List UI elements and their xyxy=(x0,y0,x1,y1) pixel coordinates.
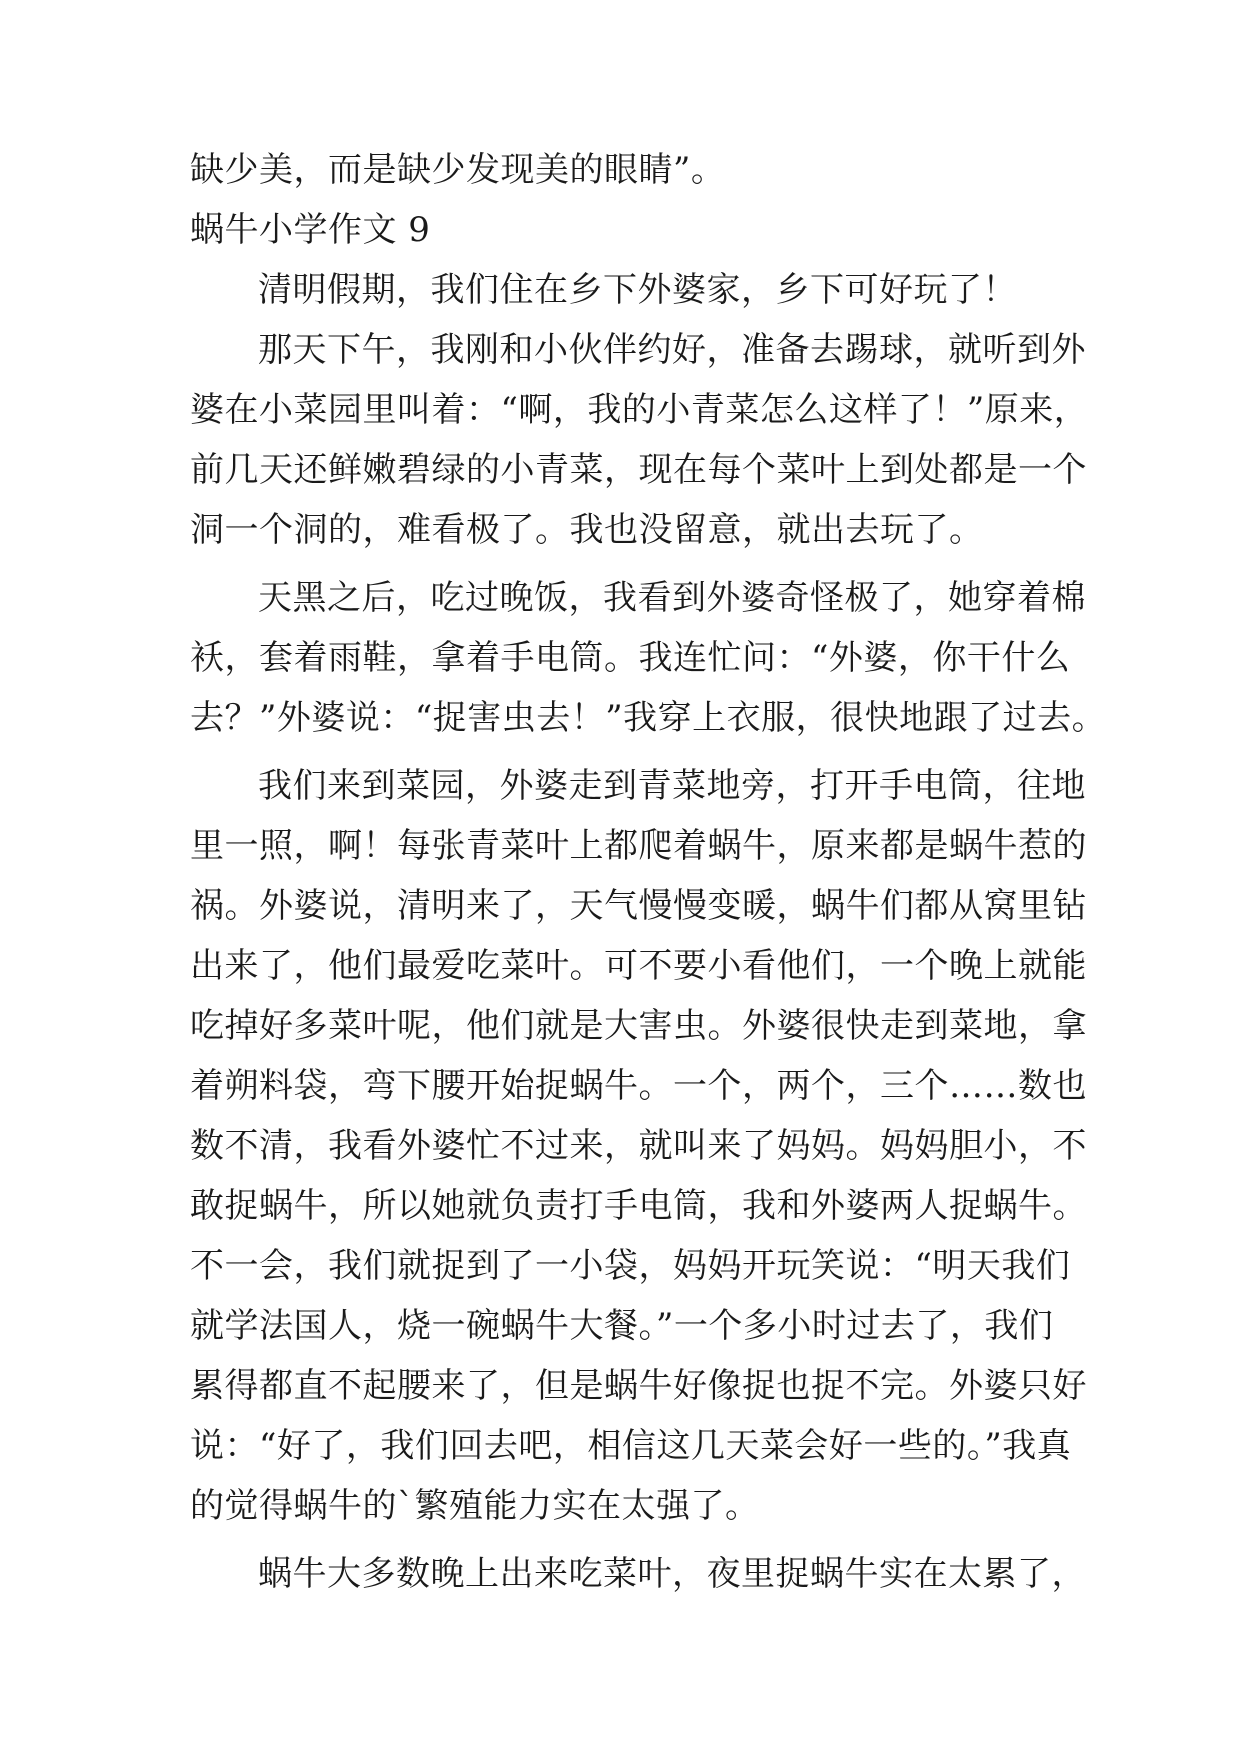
text-line: 敢捉蜗牛，所以她就负责打手电筒，我和外婆两人捉蜗牛。 xyxy=(190,1186,1087,1226)
text-line: 洞一个洞的，难看极了。我也没留意，就出去玩了。 xyxy=(190,510,984,550)
text-line: 就学法国人，烧一碗蜗牛大餐。”一个多小时过去了，我们 xyxy=(190,1306,1054,1346)
text-line: 说：“好了，我们回去吧，相信这几天菜会好一些的。”我真 xyxy=(190,1426,1072,1466)
text-line: 祸。外婆说，清明来了，天气慢慢变暖，蜗牛们都从窝里钻 xyxy=(190,886,1087,926)
paragraph-line: 那天下午，我刚和小伙伴约好，准备去踢球，就听到外 xyxy=(258,330,1086,370)
text-line: 里一照，啊！每张青菜叶上都爬着蜗牛，原来都是蜗牛惹的 xyxy=(190,826,1087,866)
text-line: 的觉得蜗牛的`繁殖能力实在太强了。 xyxy=(190,1486,760,1526)
text-line: 数不清，我看外婆忙不过来，就叫来了妈妈。妈妈胆小，不 xyxy=(190,1126,1087,1166)
text-line: 吃掉好多菜叶呢，他们就是大害虫。外婆很快走到菜地，拿 xyxy=(190,1006,1087,1046)
text-line: 袄，套着雨鞋，拿着手电筒。我连忙问：“外婆，你干什么 xyxy=(190,638,1071,678)
paragraph-line: 我们来到菜园，外婆走到青菜地旁，打开手电筒，往地 xyxy=(258,766,1086,806)
text-line: 着朔料袋，弯下腰开始捉蜗牛。一个，两个，三个……数也 xyxy=(190,1066,1087,1106)
text-line: 前几天还鲜嫩碧绿的小青菜，现在每个菜叶上到处都是一个 xyxy=(190,450,1087,490)
text-line: 缺少美，而是缺少发现美的眼睛”。 xyxy=(190,150,726,190)
essay-text xyxy=(190,140,1107,1604)
text-line: 累得都直不起腰来了，但是蜗牛好像捉也捉不完。外婆只好 xyxy=(190,1366,1087,1406)
essay-title: 蜗牛小学作文 9 xyxy=(190,210,431,250)
text-line: 婆在小菜园里叫着：“啊，我的小青菜怎么这样了！”原来， xyxy=(190,390,1089,430)
text-line: 不一会，我们就捉到了一小袋，妈妈开玩笑说：“明天我们 xyxy=(190,1246,1071,1286)
paragraph-line: 蜗牛大多数晚上出来吃菜叶，夜里捉蜗牛实在太累了， xyxy=(258,1554,1086,1594)
text-line: 出来了，他们最爱吃菜叶。可不要小看他们，一个晚上就能 xyxy=(190,946,1087,986)
paragraph-line: 清明假期，我们住在乡下外婆家，乡下可好玩了！ xyxy=(258,270,1017,310)
paragraph-line: 天黑之后，吃过晚饭，我看到外婆奇怪极了，她穿着棉 xyxy=(258,578,1086,618)
text-line: 去？”外婆说：“捉害虫去！”我穿上衣服，很快地跟了过去。 xyxy=(190,698,1107,738)
